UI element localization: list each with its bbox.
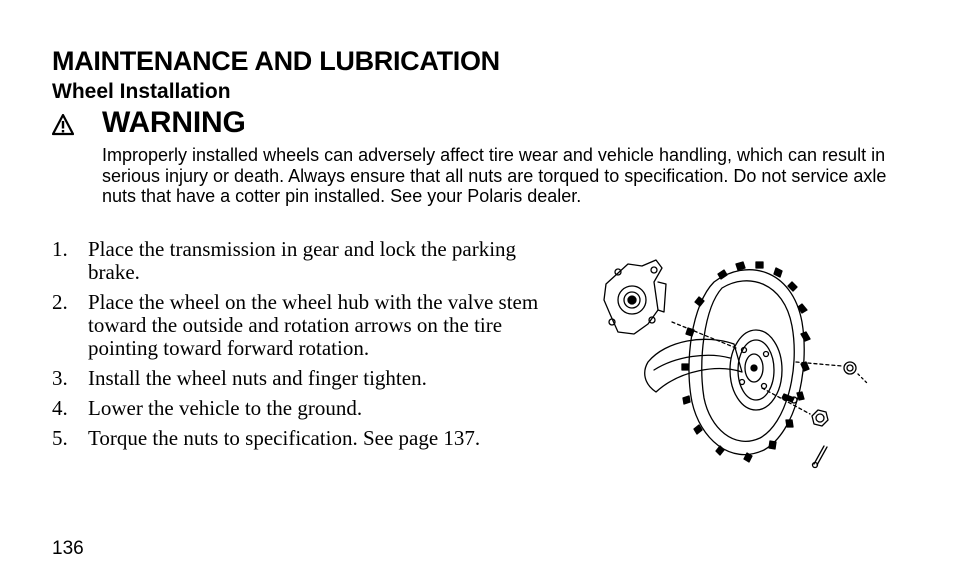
wheel-inner-sweep [645,339,742,392]
section-title: MAINTENANCE AND LUBRICATION [52,46,500,76]
list-item [52,427,562,450]
warning-triangle-icon [52,114,74,136]
step-text: Install the wheel nuts and finger tighten. [88,366,427,390]
list-item [52,367,562,390]
wheel-hub-exploded-illustration [596,252,876,470]
warning-paragraph: Improperly installed wheels can adversely affect tire wear and vehicle handling, which can result in serious injury or death. Always ensure that all nuts are torqued to specification. Do not service axle nuts that have a cotter pin installed. See your Polaris dealer. [102,145,887,206]
step-text: Place the wheel on the wheel hub with the valve stem toward the outside and rotation arrows on the tire pointing toward forward rotation. [88,290,539,360]
cotter-pin [813,446,828,468]
step-number: 2. [52,290,68,314]
step-number: 1. [52,237,68,261]
sub-title: Wheel Installation [52,80,231,103]
step-number: 4. [52,396,68,420]
page-number: 136 [52,538,84,559]
step-number: 5. [52,426,68,450]
hub-flange [604,260,666,334]
steps-list [52,238,562,457]
warning-title: WARNING [102,106,246,139]
warning-text [102,145,892,207]
step-text: Torque the nuts to specification. See page 137. [88,426,481,450]
list-item [52,291,562,360]
warning-header [52,106,246,140]
step-text: Lower the vehicle to the ground. [88,396,363,420]
list-item [52,238,562,284]
list-item [52,397,562,420]
step-text: Place the transmission in gear and lock the parking brake. [88,237,517,284]
wheel-rim [730,330,782,410]
step-number: 3. [52,366,68,390]
